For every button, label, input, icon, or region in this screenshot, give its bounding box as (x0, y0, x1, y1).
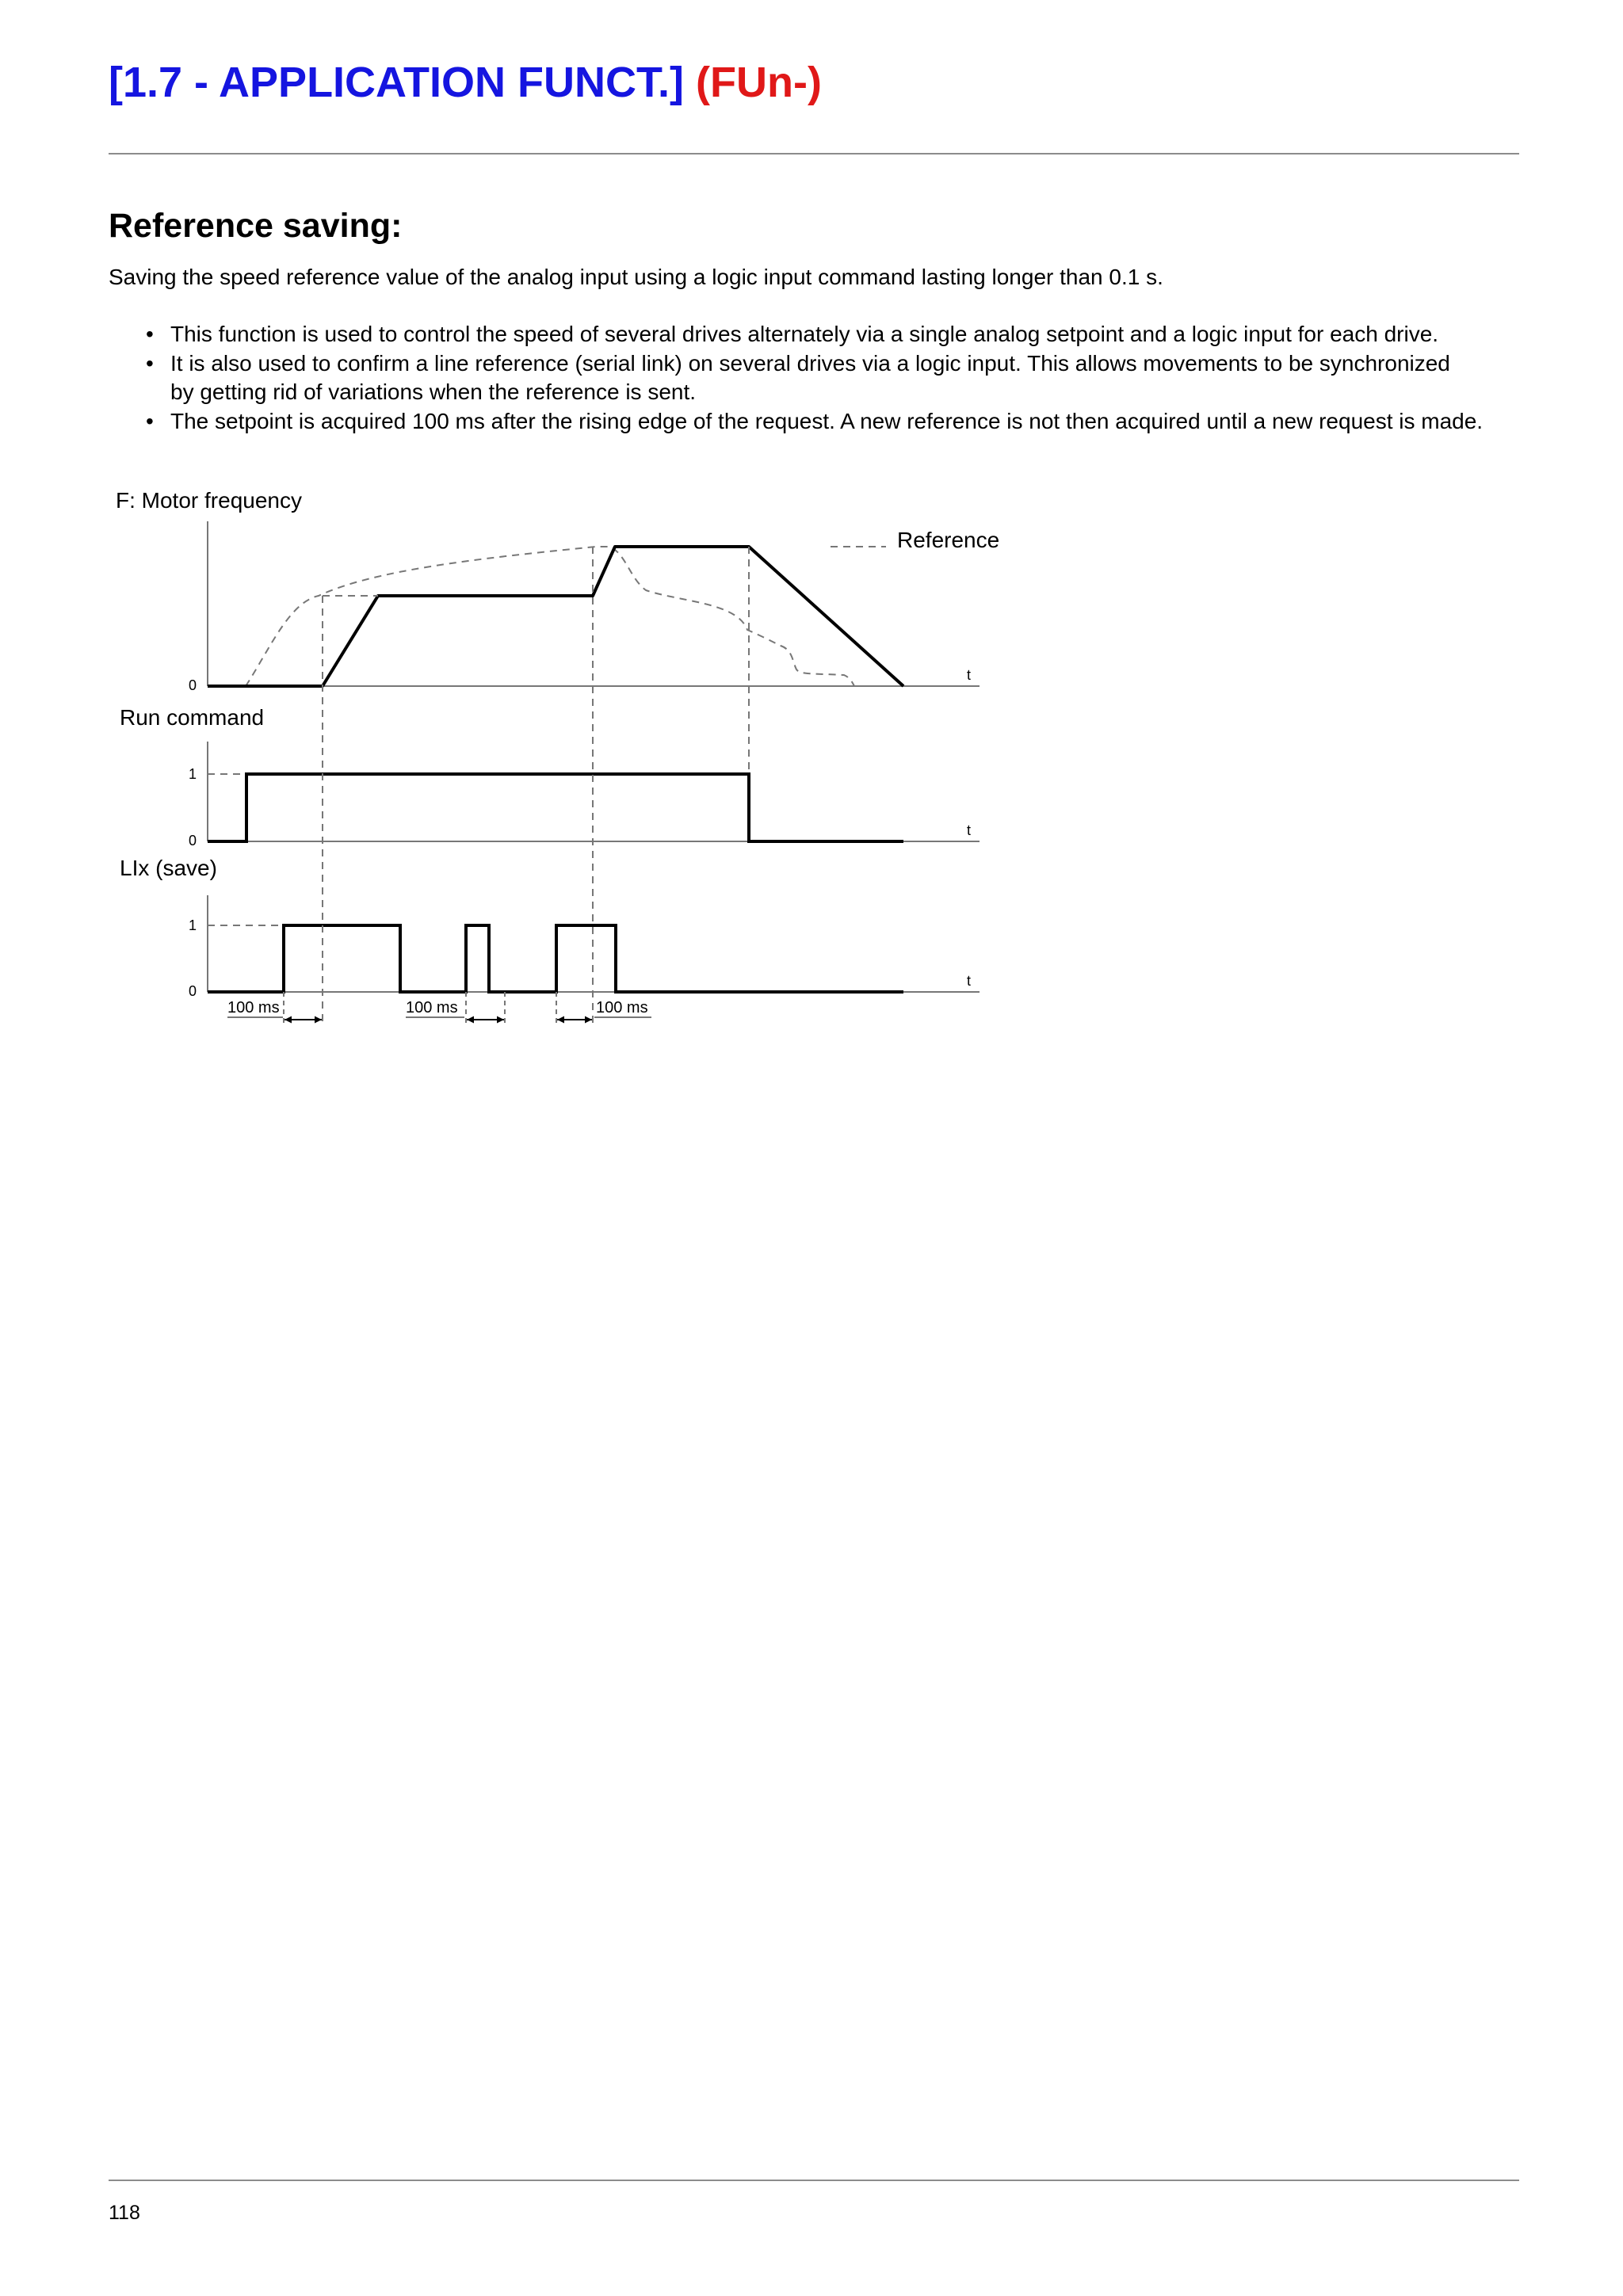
footer-divider (109, 2180, 1519, 2181)
run-command-t-label: t (967, 822, 972, 838)
lix-save-label: LIx (save) (120, 856, 217, 880)
run-command-zero-label: 0 (189, 833, 197, 849)
bullet-marker: • (146, 408, 154, 433)
lix-zero-label: 0 (189, 983, 197, 999)
page-number: 118 (109, 2202, 140, 2224)
section-heading: Reference saving: (109, 207, 403, 245)
intro-paragraph: Saving the speed reference value of the analog input using a logic input command lasting longer than 0.1 s. (109, 265, 1163, 289)
motor-frequency-label: F: Motor frequency (116, 488, 302, 513)
run-command-signal (208, 774, 903, 841)
lix-save-signal (208, 925, 903, 992)
bullet-text-continued: by getting rid of variations when the reference is sent. (170, 379, 697, 404)
lix-one-label: 1 (189, 917, 197, 933)
bullet-text: This function is used to control the speed of several drives alternately via a single analog setpoint and a logic input for each drive. (170, 322, 1439, 346)
reference-legend-label: Reference (897, 528, 1000, 552)
frequency-t-label: t (967, 667, 972, 683)
bullet-text: It is also used to confirm a line reference (serial link) on several drives via a logic input. This allows movements to be synchronized (170, 350, 1450, 376)
bullet-text: The setpoint is acquired 100 ms after the rising edge of the request. A new reference is not then acquired until a new request is made. (170, 408, 1484, 433)
bullet-marker: • (146, 350, 154, 376)
page-title-code: (FUn-) (696, 59, 822, 106)
delay-label-3: 100 ms (596, 999, 648, 1016)
frequency-zero-label: 0 (189, 677, 197, 693)
run-command-one-label: 1 (189, 766, 197, 782)
page-title-main: [1.7 - APPLICATION FUNCT.] (109, 59, 684, 106)
run-command-label: Run command (120, 705, 265, 730)
delay-label-2: 100 ms (406, 999, 458, 1016)
timing-diagram (0, 0, 1623, 1046)
motor-frequency-curve (208, 547, 903, 686)
delay-label-1: 100 ms (227, 999, 280, 1016)
bullet-marker: • (146, 322, 154, 346)
lix-t-label: t (967, 973, 972, 989)
